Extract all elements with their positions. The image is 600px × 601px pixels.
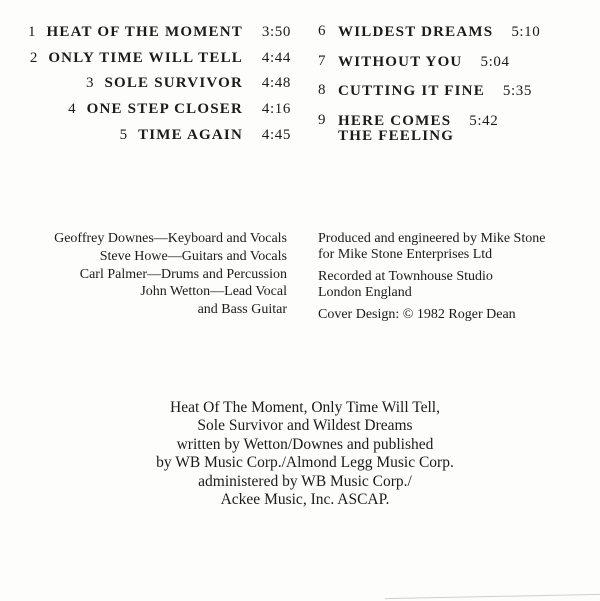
band-credit-line: Geoffrey Downes—Keyboard and Vocals: [54, 231, 287, 246]
track-row: [318, 54, 540, 70]
track-row: [318, 83, 540, 99]
publishing-line: written by Wetton/Downes and published: [176, 435, 434, 453]
track-time: 5:04: [480, 53, 510, 70]
tracklist-left-column: [10, 24, 291, 152]
production-credit-line: Recorded at Townhouse Studio: [318, 269, 493, 284]
production-credit-line: for Mike Stone Enterprises Ltd: [318, 247, 493, 262]
publishing-block: [10, 399, 600, 509]
track-row: [10, 24, 291, 40]
track-number: 3: [85, 75, 94, 92]
production-credit-group: [318, 269, 598, 301]
track-title: CUTTING IT FINE: [338, 83, 485, 100]
track-time: 3:50: [261, 24, 291, 40]
track-number: 1: [28, 24, 36, 40]
production-credits-block: [318, 231, 598, 329]
track-title: 3 SOLE SURVIVOR: [85, 75, 243, 92]
track-row: [318, 24, 540, 40]
track-title: 5 TIME AGAIN: [119, 126, 243, 143]
scan-artifact-line: [385, 594, 600, 599]
track-row: [318, 113, 540, 144]
track-title: HERE COMES 5:42 THE FEELING: [338, 112, 499, 144]
production-credit-line: London England: [318, 285, 412, 300]
track-number: 6: [318, 23, 326, 39]
track-title: WILDEST DREAMS: [338, 24, 494, 40]
track-time: 4:48: [261, 75, 291, 92]
production-credit-group: [318, 307, 598, 323]
publishing-line: Heat Of The Moment, Only Time Will Tell,: [170, 399, 440, 416]
track-time: 5:42: [469, 112, 499, 129]
production-credit-group: [318, 231, 598, 263]
track-number: 2: [29, 49, 38, 66]
track-time: 4:16: [261, 101, 291, 118]
band-credit-line: John Wetton—Lead Vocal: [140, 284, 287, 300]
track-title: WITHOUT YOU: [338, 53, 463, 70]
track-time: 4:45: [261, 126, 291, 143]
band-credits-block: [0, 230, 287, 319]
track-row: [10, 75, 291, 91]
track-time: 4:44: [261, 49, 291, 66]
track-time: 5:10: [511, 24, 541, 40]
band-credit-line: Steve Howe—Guitars and Vocals: [99, 248, 287, 264]
publishing-line: Ackee Music, Inc. ASCAP.: [220, 491, 390, 509]
publishing-line: administered by WB Music Corp./: [198, 472, 412, 490]
track-time: 5:35: [502, 83, 532, 100]
track-number: 9: [318, 111, 326, 128]
publishing-line: by WB Music Corp./Almond Legg Music Corp.: [156, 454, 454, 472]
track-number: 5: [119, 126, 128, 143]
track-row: [10, 50, 291, 66]
publishing-line: Sole Survivor and Wildest Dreams: [197, 417, 413, 435]
track-row: [10, 127, 291, 143]
cover-design-credit-line: Cover Design: © 1982 Roger Dean: [318, 307, 516, 322]
track-title: 1 HEAT OF THE MOMENT: [28, 24, 243, 40]
track-number: 8: [318, 82, 326, 99]
band-credit-line: Carl Palmer—Drums and Percussion: [79, 266, 287, 282]
track-number: 4: [68, 101, 76, 118]
track-title: 2 ONLY TIME WILL TELL: [29, 49, 243, 66]
band-credit-line: and Bass Guitar: [197, 302, 287, 317]
tracklist-right-column: [318, 24, 540, 157]
production-credit-line: Produced and engineered by Mike Stone: [318, 231, 546, 246]
track-row: [10, 101, 291, 117]
track-number: 7: [318, 52, 326, 69]
track-title: 4 ONE STEP CLOSER: [68, 101, 243, 118]
